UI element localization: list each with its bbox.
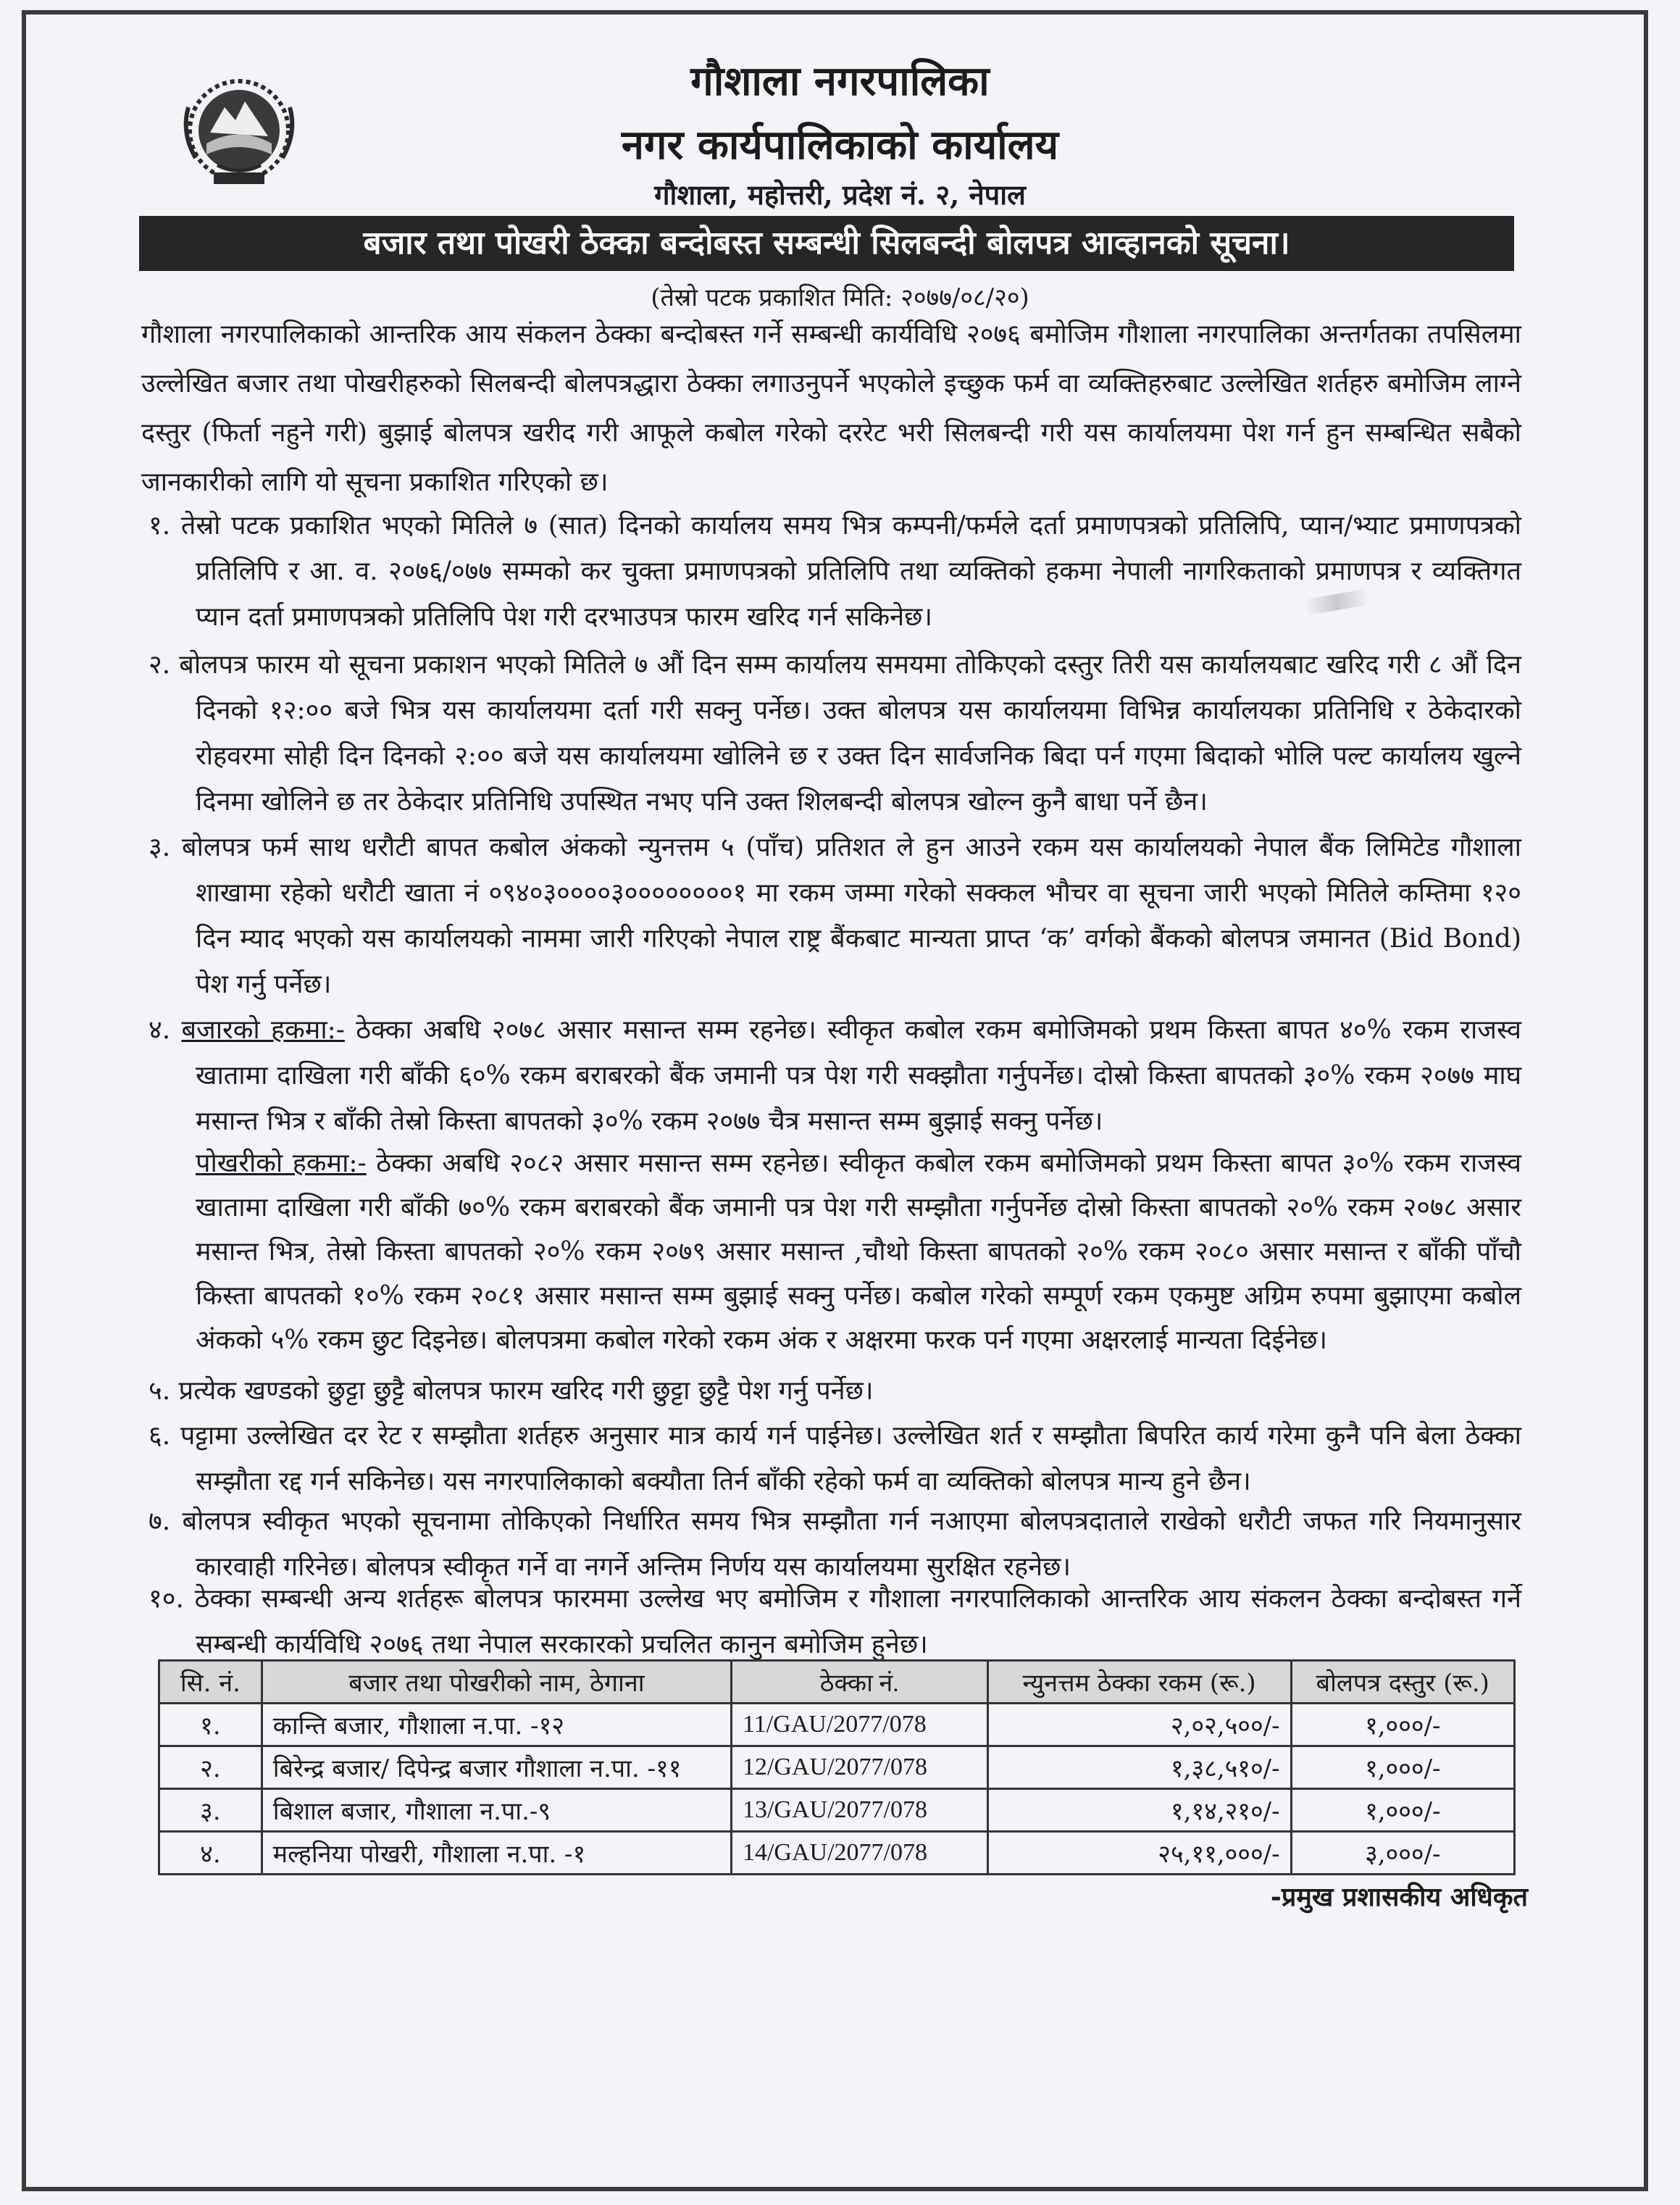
table-header-row (159, 1661, 1515, 1704)
cell-min-amount: १,३८,५१०/- (987, 1746, 1291, 1789)
table-row (159, 1746, 1515, 1789)
cell-serial: ३. (159, 1789, 262, 1832)
cell-serial: १. (159, 1704, 262, 1746)
item-text: ठेक्का अबधि २०७८ असार मसान्त सम्म रहनेछ। स्वीकृत कबोल रकम बमोजिमको प्रथम किस्ता बापत ४०% रकम राजस्व खातामा दाखिला गरी बाँकी ६०% रकम बराबरको बैंक जमानी पत्र पेश गरी सक्झौता गर्नुपर्नेछ। दोस्रो किस्ता बापतको ३०% रकम २०७७ माघ मसान्त भित्र र बाँकी तेस्रो किस्ता बापतको ३०% रकम २०७७ चैत्र मसान्त सम्म बुझाई सक्नु पर्नेछ। (196, 1015, 1522, 1136)
item-number: ५. (149, 1376, 171, 1406)
item-text: बोलपत्र स्वीकृत भएको सूचनामा तोकिएको निर्धारित समय भित्र सम्झौता गर्न नआएमा बोलपत्रदाताले राखेको धरौटी जफत गरि नियमानुसार कारवाही गरिनेछ। बोलपत्र स्वीकृत गर्ने वा नगर्ने अन्तिम निर्णय यस कार्यालयमा सुरक्षित रहनेछ। (182, 1506, 1521, 1582)
condition-item-3 (149, 825, 1521, 1007)
cell-contract-no: 13/GAU/2077/078 (731, 1789, 987, 1832)
table-row (159, 1704, 1515, 1746)
header-min-amount: न्युनत्तम ठेक्का रकम (रू.) (987, 1661, 1291, 1704)
item-text: ठेक्का सम्बन्धी अन्य शर्तहरू बोलपत्र फारममा उल्लेख भए बमोजिम र गौशाला नगरपालिकाको आन्तरिक आय संकलन ठेक्का बन्दोबस्त गर्ने सम्बन्धी कार्यविधि २०७६ तथा नेपाल सरकारको प्रचलित कानुन बमोजिम हुनेछ। (194, 1584, 1521, 1659)
condition-item-6 (149, 1413, 1521, 1504)
condition-item-1 (149, 503, 1521, 640)
item-text: प्रत्येक खण्डको छुट्टा छुट्टै बोलपत्र फारम खरिद गरी छुट्टा छुट्टै पेश गर्नु पर्नेछ। (178, 1376, 874, 1406)
cell-name: कान्ति बजार, गौशाला न.पा. -१२ (262, 1704, 731, 1746)
header-serial: सि. नं. (159, 1661, 262, 1704)
cell-contract-no: 14/GAU/2077/078 (731, 1832, 987, 1875)
condition-item-4-market (149, 1007, 1521, 1144)
cell-serial: २. (159, 1746, 262, 1789)
condition-item-10 (149, 1576, 1521, 1667)
condition-item-5 (149, 1368, 1521, 1414)
item-number: १०. (149, 1584, 184, 1614)
signature-line: -प्रमुख प्रशासकीय अधिकृत (1270, 1882, 1528, 1912)
notice-title-banner: बजार तथा पोखरी ठेक्का बन्दोबस्त सम्बन्धी सिलबन्दी बोलपत्र आव्हानको सूचना। (139, 216, 1514, 271)
intro-paragraph: गौशाला नगरपालिकाको आन्तरिक आय संकलन ठेक्का बन्दोबस्त गर्ने सम्बन्धी कार्यविधि २०७६ बमोजिम गौशाला नगरपालिका अन्तर्गतका तपसिलमा उल्लेखित बजार तथा पोखरीहरुको सिलबन्दी बोलपत्रद्धारा ठेक्का लगाउनुपर्ने भएकोले इच्छुक फर्म वा व्यक्तिहरुबाट उल्लेखित शर्तहरु बमोजिम लाग्ने दस्तुर (फिर्ता नहुने गरी) बुझाई बोलपत्र खरीद गरी आफूले कबोल गरेको दररेट भरी सिलबन्दी गरी यस कार्यालयमा पेश गर्न हुन सम्बन्धित सबैको जानकारीको लागि यो सूचना प्रकाशित गरिएको छ। (141, 320, 1521, 497)
cell-serial: ४. (159, 1832, 262, 1875)
item-text: बोलपत्र फर्म साथ धरौटी बापत कबोल अंकको न्युनत्तम ५ (पाँच) प्रतिशत ले हुन आउने रकम यस कार्यालयको नेपाल बैंक लिमिटेड गौशाला शाखामा रहेको धरौटी खाता नं ०९४०३००००३००००००००१ मा रकम जम्मा गरेको सक्कल भौचर वा सूचना जारी भएको मितिले कम्तिमा १२० दिन म्याद भएको यस कार्यालयको नाममा जारी गरिएको नेपाल राष्ट्र बैंकबाट मान्यता प्राप्त ‘क’ वर्गको बैंकको बोलपत्र जमानत (Bid Bond) पेश गर्नु पर्नेछ। (182, 833, 1521, 999)
office-address: गौशाला, महोत्तरी, प्रदेश नं. २, नेपाल (654, 178, 1026, 211)
market-label: बजारको हकमा:- (181, 1015, 345, 1045)
contract-table (158, 1659, 1516, 1875)
cell-name: बिशाल बजार, गौशाला न.पा.-९ (262, 1789, 731, 1832)
item-number: ४. (149, 1015, 171, 1045)
cell-min-amount: १,१४,२१०/- (987, 1789, 1291, 1832)
publish-date: (तेस्रो पटक प्रकाशित मिति: २०७७/०८/२०) (651, 283, 1029, 312)
table-row (159, 1789, 1515, 1832)
office-name: नगर कार्यपालिकाको कार्यालय (621, 121, 1059, 169)
item-number: ६. (149, 1421, 171, 1451)
cell-contract-no: 12/GAU/2077/078 (731, 1746, 987, 1789)
cell-contract-no: 11/GAU/2077/078 (731, 1704, 987, 1746)
cell-bid-fee: ३,०००/- (1291, 1832, 1514, 1875)
cell-bid-fee: १,०००/- (1291, 1704, 1514, 1746)
item-number: १. (149, 511, 171, 541)
item-number: २. (149, 650, 171, 680)
pond-label: पोखरीको हकमा:- (196, 1149, 367, 1178)
header-bid-fee: बोलपत्र दस्तुर (रू.) (1291, 1661, 1514, 1704)
cell-min-amount: २५,११,०००/- (987, 1832, 1291, 1875)
item-number: ३. (149, 833, 171, 862)
item-text: बोलपत्र फारम यो सूचना प्रकाशन भएको मितिले ७ औं दिन सम्म कार्यालय समयमा तोकिएको दस्तुर तिरी यस कार्यालयबाट खरिद गरी ८ औं दिन दिनको १२:०० बजे भित्र यस कार्यालयमा दर्ता गरी सक्नु पर्नेछ। उक्त बोलपत्र यस कार्यालयमा विभिन्न कार्यालयका प्रतिनिधि र ठेकेदारको रोहवरमा सोही दिन दिनको २:०० बजे यस कार्यालयमा खोलिने छ र उक्त दिन सार्वजनिक बिदा पर्न गएमा बिदाको भोलि पल्ट कार्यालय खुल्ने दिनमा खोलिने छ तर ठेकेदार प्रतिनिधि उपस्थित नभए पनि उक्त शिलबन्दी बोलपत्र खोल्न कुनै बाधा पर्ने छैन। (179, 650, 1521, 817)
cell-name: बिरेन्द्र बजार/ दिपेन्द्र बजार गौशाला न.पा. -११ (262, 1746, 731, 1789)
table-row (159, 1832, 1515, 1875)
header-contract-no: ठेक्का नं. (731, 1661, 987, 1704)
condition-item-4-pond (196, 1141, 1521, 1362)
cell-bid-fee: १,०००/- (1291, 1746, 1514, 1789)
item-text: तेस्रो पटक प्रकाशित भएको मितिले ७ (सात) दिनको कार्यालय समय भित्र कम्पनी/फर्मले दर्ता प्रमाणपत्रको प्रतिलिपि, प्यान/भ्याट प्रमाणपत्रको प्रतिलिपि र आ. व. २०७६/०७७ सम्मको कर चुक्ता प्रमाणपत्रको प्रतिलिपि तथा व्यक्तिको हकमा नेपाली नागरिकताको प्रमाणपत्र र व्यक्तिगत प्यान दर्ता प्रमाणपत्रको प्रतिलिपि पेश गरी दरभाउपत्र फारम खरिद गर्न सकिनेछ। (180, 511, 1521, 632)
cell-min-amount: २,०२,५००/- (987, 1704, 1291, 1746)
cell-bid-fee: १,०००/- (1291, 1789, 1514, 1832)
item-number: ७. (149, 1506, 171, 1536)
condition-item-2 (149, 642, 1521, 825)
item-text: ठेक्का अबधि २०८२ असार मसान्त सम्म रहनेछ। स्वीकृत कबोल रकम बमोजिमको प्रथम किस्ता बापत ३०% रकम राजस्व खातामा दाखिला गरी बाँकी ७०% रकम बराबरको बैंक जमानी पत्र पेश गरी सम्झौता गर्नुपर्नेछ दोस्रो किस्ता बापतको २०% रकम २०७८ असार मसान्त भित्र, तेस्रो किस्ता बापतको २०% रकम २०७९ असार मसान्त ,चौथो किस्ता बापतको २०% रकम २०८० असार मसान्त र बाँकी पाँचौ किस्ता बापतको १०% रकम २०८१ असार मसान्त सम्म बुझाई सक्नु पर्नेछ। कबोल गरेको सम्पूर्ण रकम एकमुष्ट अग्रिम रुपमा बुझाएमा कबोल अंकको ५% रकम छुट दिइनेछ। बोलपत्रमा कबोल गरेको रकम अंक र अक्षरमा फरक पर्न गएमा अक्षरलाई मान्यता दिईनेछ। (196, 1149, 1521, 1355)
item-text: पट्टामा उल्लेखित दर रेट र सम्झौता शर्तहरु अनुसार मात्र कार्य गर्न पाईनेछ। उल्लेखित शर्त र सम्झौता बिपरित कार्य गरेमा कुनै पनि बेला ठेक्का सम्झौता रद्द गर्न सकिनेछ। यस नगरपालिकाको बक्यौता तिर्न बाँकी रहेको फर्म वा व्यक्तिको बोलपत्र मान्य हुने छैन। (180, 1421, 1521, 1496)
header-name: बजार तथा पोखरीको नाम, ठेगाना (262, 1661, 731, 1704)
cell-name: मल्हनिया पोखरी, गौशाला न.पा. -१ (262, 1832, 731, 1875)
org-name: गौशाला नगरपालिका (690, 57, 990, 105)
